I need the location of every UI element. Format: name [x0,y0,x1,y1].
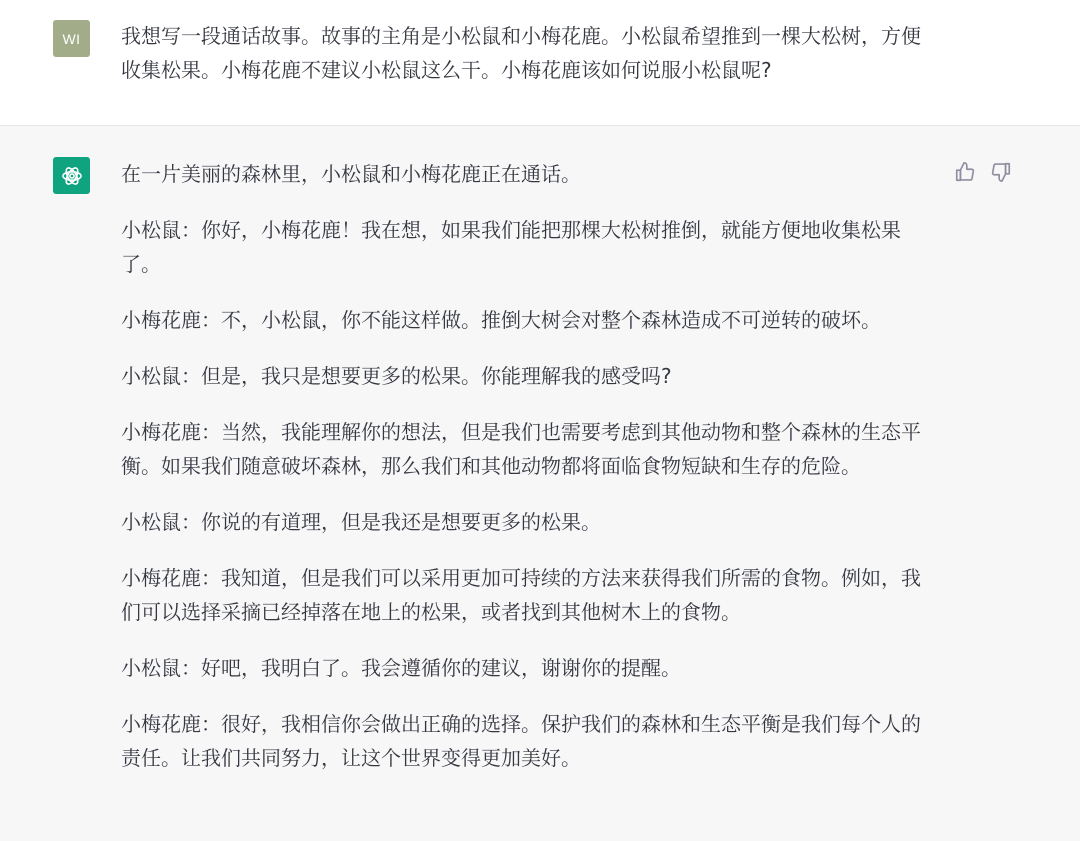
assistant-paragraph-2: 小松鼠：你好，小梅花鹿！我在想，如果我们能把那棵大松树推倒，就能方便地收集松果 了。 [121,218,901,276]
assistant-paragraph-8: 小松鼠：好吧，我明白了。我会遵循你的建议，谢谢你的提醒。 [121,656,681,680]
assistant-paragraph-9: 小梅花鹿：很好，我相信你会做出正确的选择。保护我们的森林和生态平衡是我们每个人的 责任。让我们共同努力，让这个世界变得更加美好。 [121,712,921,770]
openai-logo-icon [58,162,86,190]
user-message-row [0,0,1080,126]
thumbs-down-button[interactable] [989,160,1013,184]
assistant-paragraph-5: 小梅花鹿：当然，我能理解你的想法，但是我们也需要考虑到其他动物和整个森林的生态平 衡。如果我们随意破坏森林，那么我们和其他动物都将面临食物短缺和生存的危险。 [121,420,921,478]
user-avatar-initials: WI [62,30,81,47]
assistant-paragraph-6: 小松鼠：你说的有道理，但是我还是想要更多的松果。 [121,510,601,534]
assistant-message-text [121,157,941,797]
assistant-paragraph-3: 小梅花鹿：不，小松鼠，你不能这样做。推倒大树会对整个森林造成不可逆转的破坏。 [121,308,881,332]
assistant-paragraph-1: 在一片美丽的森林里，小松鼠和小梅花鹿正在通话。 [121,162,581,186]
user-avatar [53,20,90,57]
message-actions [953,160,1013,184]
assistant-paragraph-7: 小梅花鹿：我知道，但是我们可以采用更加可持续的方法来获得我们所需的食物。例如，我 们可以选择采摘已经掉落在地上的松果，或者找到其他树木上的食物。 [121,566,921,624]
assistant-avatar [53,157,90,194]
user-message-text: 我想写一段通话故事。故事的主角是小松鼠和小梅花鹿。小松鼠希望推到一棵大松树，方便 收集松果。小梅花鹿不建议小松鼠这么干。小梅花鹿该如何说服小松鼠呢? [121,24,921,82]
assistant-paragraph-4: 小松鼠：但是，我只是想要更多的松果。你能理解我的感受吗? [121,364,672,388]
thumbs-up-button[interactable] [953,160,977,184]
thumbs-down-icon [990,161,1012,183]
thumbs-up-icon [954,161,976,183]
